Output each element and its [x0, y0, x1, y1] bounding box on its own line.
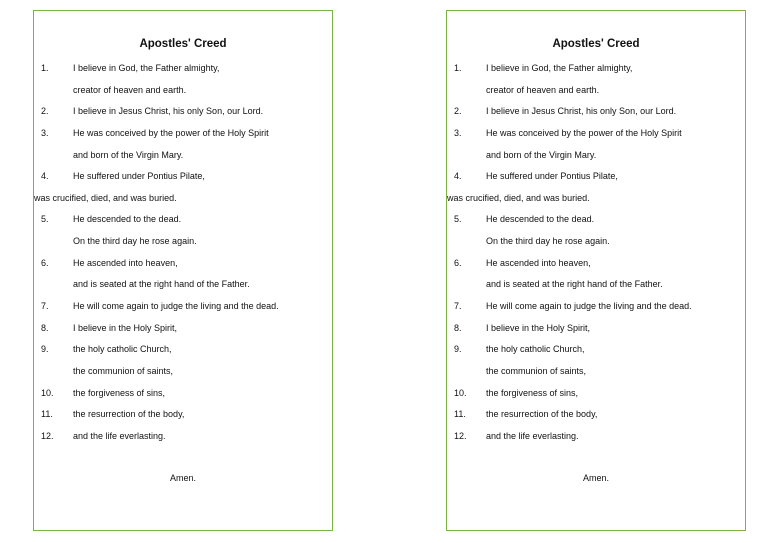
creed-line — [34, 191, 332, 205]
creed-card-left — [33, 10, 333, 531]
line-number: 3. — [41, 128, 49, 138]
creed-line — [447, 429, 745, 443]
line-text: the forgiveness of sins, — [486, 388, 579, 398]
creed-line — [447, 169, 745, 183]
line-number: 9. — [454, 344, 462, 354]
creed-line — [447, 407, 745, 421]
line-number: 4. — [454, 171, 462, 181]
line-text: I believe in God, the Father almighty, — [486, 63, 633, 73]
creed-card-right — [446, 10, 746, 531]
line-text: and the life everlasting. — [486, 431, 579, 441]
line-number: 3. — [454, 128, 462, 138]
creed-line — [447, 364, 745, 378]
line-number: 11. — [41, 409, 53, 419]
line-text: the resurrection of the body, — [73, 409, 185, 419]
line-text: was crucified, died, and was buried. — [447, 193, 590, 203]
line-number: 9. — [41, 344, 49, 354]
line-number: 1. — [41, 63, 49, 73]
line-text: creator of heaven and earth. — [486, 85, 600, 95]
line-text: I believe in the Holy Spirit, — [73, 323, 178, 333]
line-number: 12. — [41, 431, 54, 441]
creed-line — [34, 61, 332, 75]
line-text: and is seated at the right hand of the Father. — [73, 279, 250, 289]
line-text: He will come again to judge the living and the dead. — [73, 301, 279, 311]
line-text: He ascended into heaven, — [486, 258, 591, 268]
creed-line — [447, 342, 745, 356]
creed-line — [34, 407, 332, 421]
creed-line — [34, 169, 332, 183]
line-text: creator of heaven and earth. — [73, 85, 187, 95]
creed-line — [34, 429, 332, 443]
creed-line — [34, 299, 332, 313]
line-number: 7. — [41, 301, 49, 311]
line-text: and is seated at the right hand of the Father. — [486, 279, 663, 289]
line-text: was crucified, died, and was buried. — [34, 193, 177, 203]
line-number: 1. — [454, 63, 462, 73]
line-text: I believe in Jesus Christ, his only Son, our Lord. — [73, 106, 264, 116]
line-number: 8. — [41, 323, 49, 333]
amen-text: Amen. — [582, 473, 609, 483]
line-text: He will come again to judge the living and the dead. — [486, 301, 692, 311]
line-text: the resurrection of the body, — [486, 409, 598, 419]
creed-line — [447, 212, 745, 226]
amen-text: Amen. — [169, 473, 196, 483]
line-number: 6. — [41, 258, 49, 268]
creed-line — [447, 321, 745, 335]
line-text: He suffered under Pontius Pilate, — [73, 171, 205, 181]
creed-line — [447, 126, 745, 140]
creed-line — [34, 83, 332, 97]
line-text: the communion of saints, — [486, 366, 587, 376]
creed-line — [447, 191, 745, 205]
line-text: He ascended into heaven, — [73, 258, 178, 268]
line-text: He descended to the dead. — [486, 214, 595, 224]
line-text: the holy catholic Church, — [73, 344, 172, 354]
line-number: 11. — [454, 409, 466, 419]
line-number: 2. — [454, 106, 462, 116]
line-text: On the third day he rose again. — [486, 236, 610, 246]
creed-line — [34, 212, 332, 226]
creed-line — [34, 234, 332, 248]
line-number: 8. — [454, 323, 462, 333]
creed-line — [447, 61, 745, 75]
creed-line — [34, 126, 332, 140]
line-number: 5. — [41, 214, 49, 224]
creed-line — [34, 364, 332, 378]
creed-line — [34, 321, 332, 335]
line-text: On the third day he rose again. — [73, 236, 197, 246]
line-text: the communion of saints, — [73, 366, 174, 376]
creed-title: Apostles' Creed — [139, 38, 227, 50]
creed-line — [447, 277, 745, 291]
creed-title: Apostles' Creed — [552, 38, 640, 50]
line-number: 2. — [41, 106, 49, 116]
line-text: He suffered under Pontius Pilate, — [486, 171, 618, 181]
line-number: 10. — [454, 388, 467, 398]
creed-line — [34, 386, 332, 400]
creed-line — [447, 83, 745, 97]
creed-line — [34, 104, 332, 118]
creed-line — [447, 148, 745, 162]
line-text: and born of the Virgin Mary. — [486, 150, 597, 160]
creed-line — [447, 234, 745, 248]
line-text: I believe in the Holy Spirit, — [486, 323, 591, 333]
line-text: and the life everlasting. — [73, 431, 166, 441]
line-text: I believe in God, the Father almighty, — [73, 63, 220, 73]
line-number: 5. — [454, 214, 462, 224]
creed-line — [447, 256, 745, 270]
creed-line — [34, 148, 332, 162]
line-text: the holy catholic Church, — [486, 344, 585, 354]
creed-line — [447, 386, 745, 400]
line-number: 7. — [454, 301, 462, 311]
line-text: He was conceived by the power of the Holy Spirit — [73, 128, 269, 138]
line-number: 10. — [41, 388, 54, 398]
creed-line — [447, 104, 745, 118]
line-text: the forgiveness of sins, — [73, 388, 166, 398]
line-number: 12. — [454, 431, 467, 441]
line-text: and born of the Virgin Mary. — [73, 150, 184, 160]
line-text: He was conceived by the power of the Holy Spirit — [486, 128, 682, 138]
creed-line — [447, 299, 745, 313]
line-number: 6. — [454, 258, 462, 268]
creed-line — [34, 256, 332, 270]
line-number: 4. — [41, 171, 49, 181]
creed-line — [34, 342, 332, 356]
line-text: I believe in Jesus Christ, his only Son, our Lord. — [486, 106, 677, 116]
line-text: He descended to the dead. — [73, 214, 182, 224]
creed-line — [34, 277, 332, 291]
